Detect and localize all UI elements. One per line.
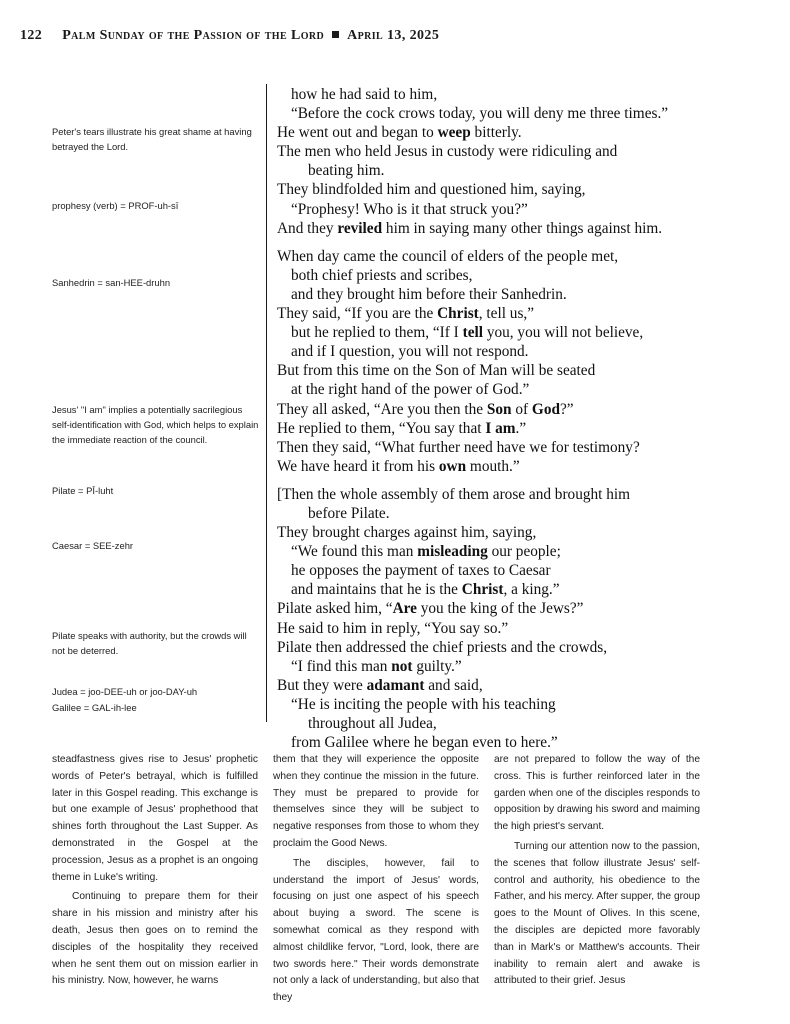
reading-line — [277, 580, 787, 599]
reading-line — [277, 485, 787, 504]
reading-text: you, you will not believe, — [483, 324, 644, 342]
reading-text: him in saying many other things against him. — [382, 219, 663, 237]
running-header — [20, 28, 439, 44]
reading-text: “Before the cock crows today, you will deny me three times.” — [291, 105, 669, 123]
emphasized-word: tell — [462, 324, 483, 342]
reading-text: and maintains that he is the — [291, 581, 462, 599]
reading-line — [277, 599, 787, 618]
reading-text: But from this time on the Son of Man will be seated — [277, 362, 596, 380]
reading-line — [277, 457, 787, 476]
reading-line — [277, 504, 787, 523]
margin-note-judea: Judea = joo-DEE-uh or joo-DAY-uh — [52, 686, 198, 697]
reading-line — [277, 400, 787, 419]
reading-text: he opposes the payment of taxes to Caesar — [291, 562, 551, 580]
commentary-paragraph: Continuing to prepare them for their share in his mission and ministry after his death, Jesus then goes on to remind the disciples of the hospitality they received when he sent them out on mission earlier in his ministry. Now, however, he warns — [52, 891, 258, 987]
reading-line — [277, 180, 787, 199]
margin-note-pilate: Pilate = PĪ-luht — [52, 485, 114, 496]
emphasized-word: Are — [392, 600, 417, 618]
emphasized-word: misleading — [417, 543, 488, 561]
emphasized-word: reviled — [337, 219, 383, 237]
reading-text: bitterly. — [470, 124, 522, 142]
commentary-paragraph: them that they will experience the opposite when they continue the mission in the future. They must be prepared to provide for themselves since they will be subject to negative responses from those to whom they proclaim the Good News. — [273, 754, 479, 849]
reading-text: of — [511, 400, 532, 418]
reading-text: our people; — [487, 543, 561, 561]
reading-line — [277, 561, 787, 580]
reading-line — [277, 619, 787, 638]
reading-line — [277, 342, 787, 361]
reading-line — [277, 323, 787, 342]
commentary-paragraph: steadfastness gives rise to Jesus' prophetic words of Peter's betrayal, which is fulfilled later in this Gospel reading. This exchange is but one example of Jesus' prophethood that shines forth throughout the Last Supper. As demonstrated in the Gospel at the procession, Jesus as a prophet is an ongoing theme in Luke's writing. — [52, 754, 258, 883]
reading-text: mouth.” — [466, 457, 520, 475]
reading-text: .” — [515, 419, 527, 437]
reading-text: Pilate asked him, “ — [277, 600, 393, 618]
emphasized-word: adamant — [366, 676, 425, 694]
emphasized-word: Christ — [461, 581, 504, 599]
reading-text: and they brought him before their Sanhedrin. — [291, 285, 567, 303]
reading-text: before Pilate. — [308, 504, 390, 522]
reading-line — [277, 523, 787, 542]
margin-note-galilee: Galilee = GAL-ih-lee — [52, 702, 137, 713]
reading-text: guilty.” — [412, 657, 462, 675]
reading-text: He said to him in reply, “You say so.” — [277, 619, 509, 637]
reading-text: and said, — [424, 676, 483, 694]
reading-text: beating him. — [308, 162, 385, 180]
reading-text: ?” — [559, 400, 574, 418]
reading-text: They all asked, “Are you then the — [277, 400, 487, 418]
margin-note-peter-tears: Peter's tears illustrate his great shame at having betrayed the Lord. — [52, 126, 252, 152]
reading-text: When day came the council of elders of the people met, — [277, 247, 619, 265]
reading-line — [277, 161, 787, 180]
reading-text: [Then the whole assembly of them arose and brought him — [277, 485, 631, 503]
column-divider — [266, 84, 267, 722]
reading-line — [277, 542, 787, 561]
commentary-column-2 — [273, 752, 479, 1007]
gospel-reading — [277, 85, 787, 752]
reading-line — [277, 304, 787, 323]
reading-text: “We found this man — [291, 543, 418, 561]
reading-line — [277, 695, 787, 714]
reading-text: “I find this man — [291, 657, 392, 675]
reading-line — [277, 142, 787, 161]
reading-text: They brought charges against him, saying, — [277, 524, 537, 542]
reading-text: , tell us,” — [478, 305, 535, 323]
emphasized-word: Son — [486, 400, 512, 418]
reading-text: but he replied to them, “If I — [291, 324, 463, 342]
header-title: Palm Sunday of the Passion of the Lord — [62, 28, 325, 43]
reading-line — [277, 104, 787, 123]
reading-text: both chief priests and scribes, — [291, 266, 473, 284]
reading-line — [277, 714, 787, 733]
reading-line — [277, 247, 787, 266]
emphasized-word: God — [531, 400, 560, 418]
reading-text: “He is inciting the people with his teaching — [291, 695, 556, 713]
reading-line — [277, 219, 787, 238]
reading-text: They said, “If you are the — [277, 305, 438, 323]
reading-line — [277, 657, 787, 676]
reading-text: and if I question, you will not respond. — [291, 343, 529, 361]
emphasized-word: Christ — [437, 305, 479, 323]
page-number: 122 — [20, 28, 43, 43]
margin-note-pilate-authority: Pilate speaks with authority, but the crowds will not be deterred. — [52, 630, 247, 656]
reading-text: We have heard it from his — [277, 457, 439, 475]
reading-text: He went out and began to — [277, 124, 438, 142]
reading-text: Then they said, “What further need have we for testimony? — [277, 438, 640, 456]
reading-text: But they were — [277, 676, 367, 694]
commentary-paragraph: Turning our attention now to the passion, the scenes that follow illustrate Jesus' self-control and authority, his obedience to the Father, and his mercy. After supper, the group goes to the Mount of Olives. In this scene, the disciples are depicted more favorably than in Mark's or Matthew's accounts. Their inability to remain alert and awake is attributed to their grief. Jesus — [494, 840, 700, 987]
reading-line — [277, 285, 787, 304]
emphasized-word: not — [391, 657, 413, 675]
reading-text: , a king.” — [503, 581, 560, 599]
header-date: April 13, 2025 — [347, 28, 440, 43]
reading-line — [277, 200, 787, 219]
reading-text: how he had said to him, — [291, 86, 438, 103]
reading-text: you the king of the Jews?” — [416, 600, 584, 618]
commentary-paragraph: are not prepared to follow the way of the cross. This is further reinforced later in the garden when one of the disciples responds to opposition by drawing his sword and maiming the high priest's servant. — [494, 754, 700, 833]
reading-text: They blindfolded him and questioned him, saying, — [277, 181, 586, 199]
reading-line — [277, 733, 787, 752]
reading-line — [277, 438, 787, 457]
reading-text: The men who held Jesus in custody were ridiculing and — [277, 143, 618, 161]
emphasized-word: I am — [485, 419, 516, 437]
reading-text: Pilate then addressed the chief priests and the crowds, — [277, 638, 608, 656]
commentary-column-3 — [494, 752, 700, 990]
reading-line — [277, 676, 787, 695]
reading-text: He replied to them, “You say that — [277, 419, 486, 437]
reading-text: And they — [277, 219, 338, 237]
margin-note-prophesy: prophesy (verb) = PROF-uh-sī — [52, 200, 179, 211]
emphasized-word: weep — [437, 124, 471, 142]
square-bullet-icon — [332, 31, 339, 38]
commentary-column-1 — [52, 752, 258, 990]
reading-line — [277, 266, 787, 285]
reading-text: at the right hand of the power of God.” — [291, 381, 530, 399]
reading-text: “Prophesy! Who is it that struck you?” — [291, 200, 528, 218]
emphasized-word: own — [438, 457, 467, 475]
margin-note-i-am: Jesus' "I am" implies a potentially sacrilegious self-identification with God, which helps to explain the immediate reaction of the council. — [52, 404, 259, 445]
reading-text: throughout all Judea, — [308, 715, 437, 732]
reading-line — [277, 361, 787, 380]
reading-line — [277, 123, 787, 142]
reading-text: from Galilee where he began even to here.” — [291, 734, 558, 752]
reading-line — [277, 380, 787, 399]
margin-note-sanhedrin: Sanhedrin = san-HEE-druhn — [52, 277, 171, 288]
reading-line — [277, 85, 787, 104]
margin-note-caesar: Caesar = SEE-zehr — [52, 540, 134, 551]
reading-line — [277, 638, 787, 657]
commentary-paragraph: The disciples, however, fail to understand the import of Jesus' words, focusing on just one aspect of his speech about buying a sword. The scene is somewhat comical as they respond with almost childlike fervor, "Lord, look, there are two swords here." Their words demonstrate not only a lack of understanding, but also that they — [273, 857, 479, 1004]
reading-line — [277, 419, 787, 438]
